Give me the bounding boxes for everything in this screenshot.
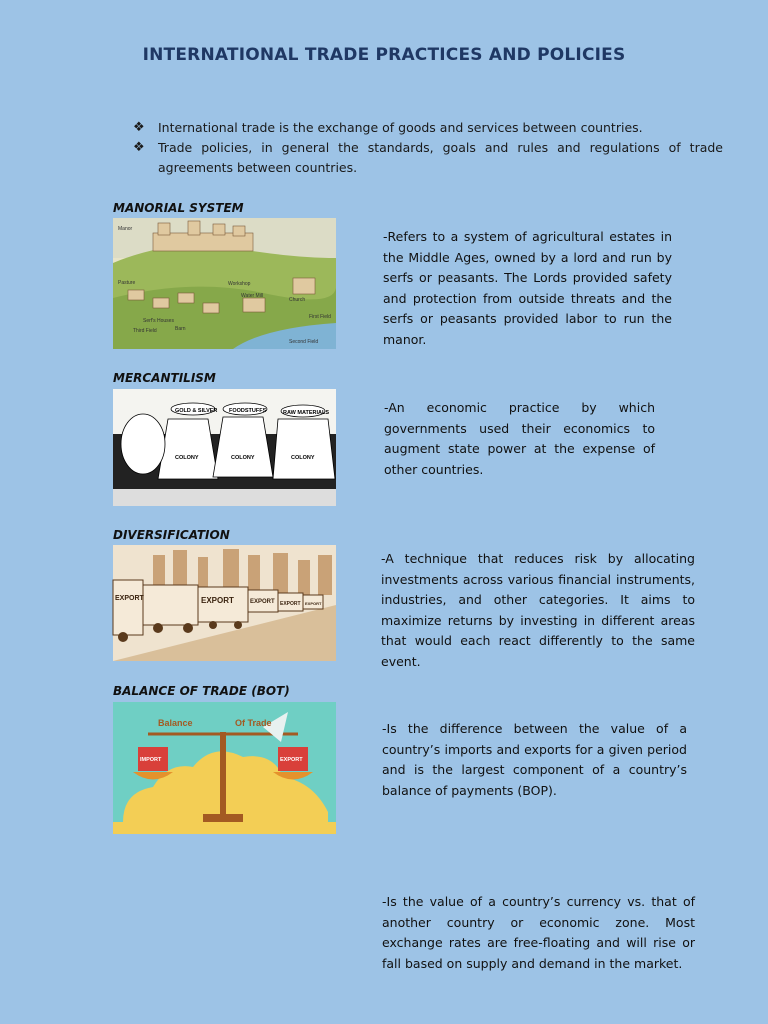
image-label: Church [289, 297, 306, 303]
image-label: Water Mill [241, 293, 264, 299]
page-title: INTERNATIONAL TRADE PRACTICES AND POLICIES [142, 45, 626, 65]
diversification-illustration [113, 545, 336, 661]
bullet-item [133, 138, 723, 178]
bullet-item [133, 118, 723, 138]
exchange-rate-description: -Is the value of a country’s currency vs. that of another country or economic zone. Most exchange rates are free-floating and will rise or fall based on supply and demand in the market. [382, 894, 695, 971]
image-label: EXPORT [115, 595, 144, 602]
diversification-description: -A technique that reduces risk by allocating investments across various financial instruments, industries, and other categories. It aims to maximize returns by investing in different areas that would each react differently to the same event. [381, 551, 695, 669]
image-label: RAW MATERIALS [283, 410, 330, 416]
image-label: Third Field [133, 328, 157, 334]
image-label: Manor [118, 226, 133, 232]
image-label: COLONY [291, 455, 315, 461]
image-label: COLONY [175, 455, 199, 461]
image-label: EXPORT [305, 601, 322, 606]
image-label: EXPORT [250, 599, 275, 605]
image-label: EXPORT [201, 596, 234, 605]
image-label: Pasture [118, 280, 136, 286]
image-label: Balance [158, 718, 193, 728]
manorial-illustration [113, 218, 336, 349]
section-heading-bot: BALANCE OF TRADE (BOT) [113, 684, 290, 698]
image-label: COLONY [231, 455, 255, 461]
image-label: Second Field [289, 339, 319, 345]
balance-of-trade-illustration [113, 702, 336, 834]
bullet-text: Trade policies, in general the standards, goals and rules and regulations of trade agreements between countries. [158, 140, 723, 175]
image-label: EXPORT [280, 601, 301, 607]
image-label: Workshop [228, 281, 251, 287]
image-label: GOLD & SILVER [175, 408, 218, 414]
image-label: Serf's Houses [143, 318, 174, 324]
diamond-bullet-icon: ❖ [133, 120, 145, 135]
intro-bullets [133, 118, 723, 178]
image-label: EXPORT [280, 757, 303, 763]
bullet-text: International trade is the exchange of goods and services between countries. [158, 120, 643, 135]
mercantilism-description: -An economic practice by which governments used their economics to augment state power at the expense of other countries. [384, 400, 655, 477]
image-label: IMPORT [140, 757, 162, 763]
image-label: Of Trade [235, 718, 272, 728]
image-label: Barn [175, 326, 186, 332]
diamond-bullet-icon: ❖ [133, 140, 145, 155]
section-heading-mercantilism: MERCANTILISM [113, 371, 216, 385]
section-heading-diversification: DIVERSIFICATION [113, 528, 230, 542]
image-label: First Field [309, 314, 331, 320]
bot-description: -Is the difference between the value of a country’s imports and exports for a given period and is the largest component of a country’s balance of payments (BOP). [382, 721, 687, 798]
manorial-description: -Refers to a system of agricultural estates in the Middle Ages, owned by a lord and run by serfs or peasants. The Lords provided safety and protection from outside threats and the serfs or peasants provided labor to run the manor. [383, 229, 672, 347]
section-heading-manorial: MANORIAL SYSTEM [113, 201, 244, 215]
image-label: FOODSTUFFS [229, 408, 267, 414]
mercantilism-illustration [113, 389, 336, 506]
